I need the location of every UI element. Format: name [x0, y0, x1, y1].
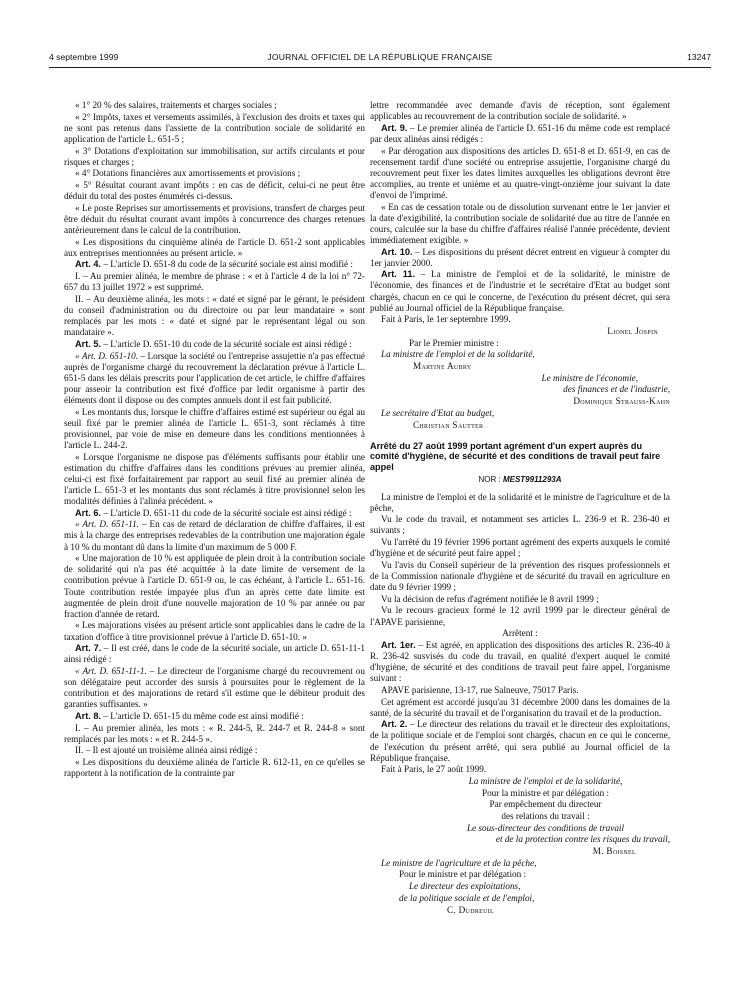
- paragraph: [64, 711, 365, 722]
- sig2-line7: M. Boisnel: [592, 846, 636, 857]
- paragraph: [370, 492, 670, 514]
- article-reference: « Art. D. 651-11.: [75, 519, 139, 530]
- paragraph: [370, 719, 670, 763]
- arrete-paragraphs: [370, 492, 670, 776]
- paragraph-text: I. – Au premier alinéa, le membre de phrase : « et à l'article 4 de la loi n° 72-657 du 13 juillet 1972 » est supprimé.: [64, 271, 365, 293]
- paragraph: [370, 605, 670, 627]
- paragraph: [64, 294, 365, 338]
- paragraph: [64, 508, 365, 519]
- paragraph-text: « Par dérogation aux dispositions des articles D. 651-8 et D. 651-9, en cas de recensement tardif d'une société ou entreprise assujettie, l'organisme chargé du recouvrement peut fixer les dates limites auxquelles les obligations devront être accomplies, au trente et unième et au quatre-vingt-onzième jour suivant la date d'envoi de l'imprimé.: [370, 145, 670, 200]
- header-journal-title: JOURNAL OFFICIEL DE LA RÉPUBLIQUE FRANÇAISE: [267, 52, 493, 62]
- right-column-paragraphs: [370, 100, 670, 325]
- signature-minister1-title: La ministre de l'emploi et de la solidarité,: [381, 349, 535, 360]
- paragraph-text: – Le directeur de l'organisme chargé du recouvrement ou son délégataire peut accorder des sursis à poursuites pour le règlement de la contribution et des majorations de retard s'il estime que le débiteur produit des garanties suffisantes. »: [64, 665, 365, 710]
- paragraph-text: – L'article D. 651-8 du code de la sécurité sociale est ainsi modifié :: [101, 259, 353, 270]
- article-label: Art. 2.: [381, 719, 408, 730]
- paragraph: [370, 314, 670, 325]
- paragraph-text: La ministre de l'emploi et de la solidarité et le ministre de l'agriculture et de la pêche,: [370, 491, 670, 513]
- paragraph-text: – Est agréé, en application des dispositions des articles R. 236-40 à R. 236-42 susvisés du code du travail, en qualité d'expert auquel le comité d'hygiène, de sécurité et des conditions de travail peut faire appel, l'organisme suivant :: [370, 639, 671, 684]
- signature-minister2-title-b: des finances et de l'industrie,: [563, 384, 670, 395]
- paragraph: [64, 271, 365, 293]
- paragraph: [64, 351, 365, 406]
- article-label: Art. 9.: [381, 122, 408, 133]
- paragraph: [64, 339, 365, 350]
- header-page-number: 13247: [687, 52, 711, 62]
- paragraph: [64, 259, 365, 270]
- article-label: Art. 10.: [381, 246, 413, 257]
- paragraph: [370, 697, 670, 719]
- paragraph: [370, 764, 670, 775]
- signer-pm: Lionel Jospin: [607, 326, 658, 337]
- paragraph: [370, 100, 670, 122]
- paragraph: [370, 560, 670, 593]
- paragraph-text: Vu l'arrêté du 19 février 1996 portant agrément des experts auxquels le comité d'hygiène et de sécurité peut faire appel ;: [370, 537, 670, 559]
- paragraph: [370, 685, 670, 696]
- paragraph-text: « Le poste Reprises sur amortissements et provisions, transfert de charges peut être déduit du résultat courant avant impôts à concurrence des charges retenues antérieurement dans le calcul de la contribution.: [64, 202, 365, 235]
- paragraph: [64, 237, 365, 259]
- paragraph-text: « Les dispositions du deuxième alinéa de l'article R. 612-11, en ce qu'elles se rapportent à la notification de la contrainte par: [64, 757, 365, 779]
- article-label: Art. 4.: [75, 259, 102, 270]
- paragraph: [64, 620, 365, 642]
- sig2-line5: Le sous-directeur des conditions de travail: [466, 822, 625, 833]
- paragraph-text: « 3° Dotations d'exploitation sur immobilisation, sur actifs circulants et pour risques et charges ;: [64, 145, 365, 167]
- paragraph-text: – L'article D. 651-11 du code de la sécurité sociale est ainsi rédigé :: [101, 507, 352, 518]
- paragraph: [64, 407, 365, 451]
- paragraph-text: – Le premier alinéa de l'article D. 651-16 du même code est remplacé par deux alinéas ainsi rédigés :: [370, 122, 670, 144]
- sig2-line9: Pour le ministre et par délégation :: [399, 869, 527, 880]
- paragraph: [64, 723, 365, 745]
- paragraph: [370, 123, 670, 145]
- paragraph-text: « Une majoration de 10 % est appliquée de plein droit à la contribution sociale de solidarité qui n'a pas été acquittée à la date limite de versement de la contribution prévue à l'article D. 651-9 ou, le cas échéant, à l'article L. 651-16. Toute contribution restée impayée plus d'un an après cette date limite est augmentée de plein droit d'une nouvelle majoration de 10 % par année ou par fraction d'année de retard.: [64, 553, 365, 619]
- signature-minister3-name: Christian Sautter: [413, 419, 484, 430]
- paragraph: [64, 643, 365, 665]
- paragraph-text: II. – Au deuxième alinéa, les mots : « daté et signé par le gérant, le président du conseil d'administration ou du directoire ou par leur mandataire » sont remplacés par les mots : « daté et signé par le représentant légal ou son mandataire ».: [64, 293, 365, 338]
- paragraph: [370, 269, 670, 313]
- sig2-line12: C. Dudreuil: [447, 904, 494, 915]
- signature-minister2-title-a: Le ministre de l'économie,: [541, 372, 638, 383]
- article-label: Art. 8.: [75, 710, 102, 721]
- paragraph-text: Vu le code du travail, et notamment ses articles L. 236-9 et R. 236-40 et suivants ;: [370, 514, 670, 536]
- nor-code: MEST9911293A: [502, 475, 562, 485]
- paragraph: [64, 168, 365, 179]
- sig2-line4: des relations du travail :: [501, 811, 590, 822]
- paragraph-text: – Lorsque la société ou l'entreprise assujettie n'a pas effectué auprès de l'organisme chargé du recouvrement la déclaration prévue à l'article L. 651-5 dans les délais prescrits pour l'application de cet article, le chiffre d'affaires pour asseoir la contribution est fixé d'office par ledit organisme à partir des éléments dont il dispose ou des comptes annuels dont il est fait publicité.: [64, 350, 365, 405]
- article-label: Art. 11.: [381, 269, 416, 280]
- paragraph: [64, 519, 365, 552]
- signature-minister3-title: Le secrétaire d'Etat au budget,: [381, 407, 495, 418]
- paragraph: [370, 514, 670, 536]
- paragraph-text: Vu le recours gracieux formé le 12 avril 1999 par le directeur général de l'APAVE parisienne,: [370, 605, 670, 627]
- paragraph: [370, 146, 670, 201]
- paragraph-text: « 4° Dotations financières aux amortissements et provisions ;: [75, 168, 301, 179]
- paragraph-text: « 5° Résultat courant avant impôts : en cas de déficit, celui-ci ne peut être déduit du total des postes énumérés ci-dessus.: [64, 180, 365, 202]
- sig2-line6: et de la protection contre les risques du travail,: [495, 834, 670, 845]
- sig2-line11: de la politique sociale et de l'emploi,: [399, 892, 535, 903]
- paragraph: [370, 202, 670, 246]
- paragraph-text: APAVE parisienne, 13-17, rue Salneuve, 75017 Paris.: [381, 684, 579, 695]
- paragraph-text: – Les dispositions du présent décret entrent en vigueur à compter du 1er janvier 2000.: [370, 246, 670, 268]
- paragraph-text: « 1° 20 % des salaires, traitements et charges sociales ;: [75, 100, 277, 110]
- page-header: [49, 52, 711, 66]
- article-label: Art. 5.: [75, 338, 102, 349]
- header-date: 4 septembre 1999: [49, 52, 119, 62]
- article-reference: « Art. D. 651-10.: [75, 350, 139, 361]
- signature-par: Par le Premier ministre :: [409, 337, 499, 348]
- arrete-nor: NOR : MEST9911293A: [478, 475, 562, 485]
- arrete-title: Arrêté du 27 août 1999 portant agrément d'un expert auprès du comité d'hygiène, de sécurité et des conditions de travail peut faire appel: [370, 440, 661, 472]
- sig2-line2: Pour la ministre et par délégation :: [481, 787, 610, 798]
- header-rule: [49, 67, 711, 68]
- paragraph: [64, 757, 365, 779]
- paragraph: [64, 553, 365, 620]
- paragraph-text: « En cas de cessation totale ou de dissolution survenant entre le 1er janvier et la date d'exigibilité, la contribution sociale de solidarité due au titre de l'année en cours, calculée sur la base du chiffre d'affaires réalisé l'année précédente, devient immédiatement exigible. »: [370, 201, 670, 245]
- paragraph-text: Vu l'avis du Conseil supérieur de la prévention des risques professionnels et de la Commission nationale d'hygiène et de sécurité du travail en agriculture en date du 9 février 1999 ;: [370, 559, 670, 593]
- sig2-line3: Par empêchement du directeur: [489, 799, 602, 810]
- paragraph-text: « Les majorations visées au présent article sont applicables dans le cadre de la taxation d'office à titre provisionnel prévue à l'article D. 651-10. »: [64, 620, 365, 642]
- paragraph-text: – La ministre de l'emploi et de la solidarité, le ministre de l'économie, des finances et de l'industrie et le secrétaire d'Etat au budget sont chargés, chacun en ce qui le concerne, de l'exécution du présent décret, qui sera publié au Journal officiel de la République française.: [370, 269, 671, 313]
- paragraph: [64, 745, 365, 756]
- sig2-line8: Le ministre de l'agriculture et de la pêche,: [381, 857, 537, 868]
- left-column: [64, 100, 365, 780]
- paragraph-text: – Le directeur des relations du travail et le directeur des exploitations, de la politique sociale et de l'emploi sont chargés, chacun en ce qui le concerne, de l'exécution du présent arrêté, qui sera publié au Journal officiel de la République française.: [370, 719, 670, 763]
- paragraph-text: – L'article D. 651-10 du code de la sécurité sociale est ainsi rédigé :: [101, 338, 352, 349]
- paragraph-text: II. – Il est ajouté un troisième alinéa ainsi rédigé :: [75, 745, 258, 756]
- paragraph: [370, 628, 670, 639]
- paragraph-text: « Les dispositions du cinquième alinéa de l'article D. 651-2 sont applicables aux entreprises mentionnées au présent article. »: [64, 236, 365, 258]
- paragraph-text: I. – Au premier alinéa, les mots : « R. 244-5, R. 244-7 et R. 244-8 » sont remplacés par les mots : « et R. 244-5 ».: [64, 722, 365, 744]
- paragraph: [64, 100, 365, 111]
- paragraph-text: – Il est créé, dans le code de la sécurité sociale, un article D. 651-11-1 ainsi rédigé :: [64, 643, 365, 665]
- article-label: Art. 1er.: [381, 639, 416, 650]
- paragraph-text: Fait à Paris, le 27 août 1999.: [381, 764, 487, 775]
- paragraph-text: Cet agrément est accordé jusqu'au 31 décembre 2000 dans les domaines de la santé, de la sécurité du travail et de l'organisation du travail et de la production.: [370, 696, 670, 718]
- article-reference: « Art. D. 651-11-1.: [75, 665, 147, 676]
- sig2-line1: La ministre de l'emploi et de la solidarité,: [468, 775, 623, 786]
- paragraph: [64, 203, 365, 236]
- paragraph-text: « 2° Impôts, taxes et versements assimilés, à l'exclusion des droits et taxes qui ne sont pas retenus dans l'assiette de la contribution sociale de solidarité en application de l'article L. 651-5 ;: [64, 111, 365, 144]
- paragraph: [64, 666, 365, 710]
- paragraph: [370, 537, 670, 559]
- paragraph: [64, 112, 365, 145]
- paragraph-text: – En cas de retard de déclaration de chiffre d'affaires, il est mis à la charge des entreprises redevables de la contribution une majoration égale à 10 % du montant dû dans la limite d'un maximum de 5 000 F.: [64, 519, 365, 552]
- sig2-line10: Le directeur des exploitations,: [409, 881, 521, 892]
- signature-minister1-name: Martine Aubry: [413, 361, 472, 372]
- signature-minister2-name: Dominique Strauss-Kahn: [573, 396, 670, 407]
- paragraph: [64, 146, 365, 168]
- paragraph: [64, 452, 365, 507]
- paragraph: [370, 594, 670, 605]
- right-column: [370, 100, 670, 916]
- paragraph-text: Arrêtent :: [502, 628, 538, 639]
- paragraph: [370, 640, 670, 684]
- article-label: Art. 7.: [75, 643, 102, 654]
- paragraph-text: « Les montants dus, lorsque le chiffre d'affaires estimé est supérieur ou égal au seuil fixé par le premier alinéa de l'article L. 651-3, sont réclamés à titre provisionnel, par voie de mise en demeure dans les conditions mentionnées à l'article L. 244-2.: [64, 406, 365, 450]
- paragraph-text: Vu la décision de refus d'agrément notifiée le 8 avril 1999 ;: [381, 593, 599, 604]
- paragraph: [370, 247, 670, 269]
- paragraph-text: lettre recommandée avec demande d'avis de réception, sont également applicables au recouvrement de la contribution sociale de solidarité. »: [370, 100, 670, 122]
- paragraph-text: Fait à Paris, le 1er septembre 1999.: [381, 314, 511, 325]
- paragraph: [64, 180, 365, 202]
- paragraph-text: – L'article D. 651-15 du même code est ainsi modifié :: [101, 710, 304, 721]
- paragraph-text: « Lorsque l'organisme ne dispose pas d'éléments suffisants pour établir une estimation du chiffre d'affaires dans les conditions prévues au premier alinéa, celui-ci est fixé forfaitairement par rapport au seuil fixé au premier alinéa de l'article L. 651-3 et les montants dus sont réclamés à titre provisionnel selon les modalités définies à l'alinéa précédent. »: [64, 451, 365, 506]
- article-label: Art. 6.: [75, 507, 102, 518]
